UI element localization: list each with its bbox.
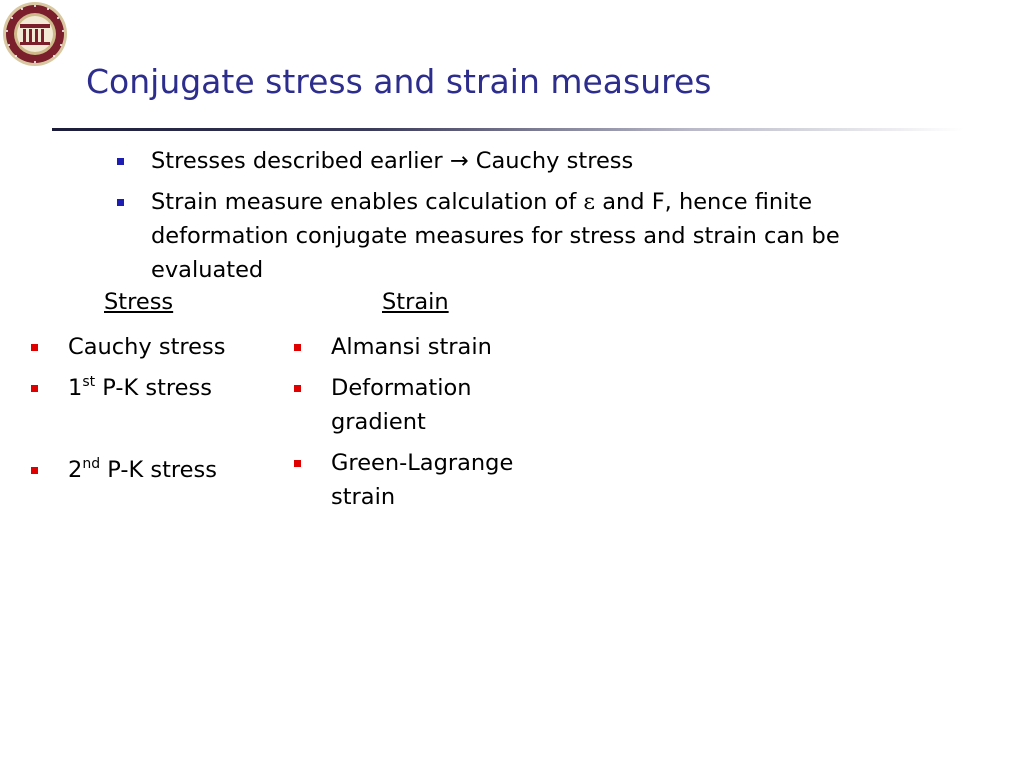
square-bullet-icon: [31, 385, 38, 392]
bullet-text: Strain measure enables calculation of: [151, 189, 584, 215]
list-item: [293, 371, 553, 446]
list-item: [30, 330, 270, 371]
title-divider: [52, 128, 964, 131]
intro-bullet-list: [110, 144, 930, 294]
stress-item-text: P-K stress: [95, 375, 212, 401]
right-arrow-icon: →: [449, 148, 469, 174]
ordinal-suffix: st: [82, 374, 96, 390]
list-item: [30, 371, 270, 453]
stress-item-text: P-K stress: [100, 457, 217, 483]
list-item: [30, 453, 270, 487]
intro-bullet: [110, 144, 930, 178]
strain-item-text: gradient: [331, 409, 426, 435]
intro-bullet: [110, 185, 930, 287]
bullet-text: and F, hence finite deformation conjugate measures for stress and strain can be evaluated: [151, 189, 840, 283]
ordinal-suffix: nd: [82, 456, 101, 472]
square-bullet-icon: [294, 460, 301, 467]
square-bullet-icon: [294, 385, 301, 392]
epsilon-symbol: ε: [583, 189, 596, 215]
stress-column-header: Stress: [104, 289, 174, 315]
square-bullet-icon: [294, 344, 301, 351]
square-bullet-icon: [31, 344, 38, 351]
stress-item-text: 2: [68, 457, 83, 483]
university-seal-logo: [0, 0, 72, 68]
strain-item-text: Deformation: [331, 375, 472, 401]
bullet-text: Stresses described earlier: [151, 148, 450, 174]
stress-item-text: Cauchy stress: [68, 334, 226, 360]
list-item: [293, 330, 553, 371]
list-item: [293, 446, 553, 514]
strain-item-text: strain: [331, 484, 396, 510]
strain-list: [293, 330, 553, 514]
slide-title: Conjugate stress and strain measures: [86, 62, 712, 101]
square-bullet-icon: [31, 467, 38, 474]
stress-list: [30, 330, 270, 487]
bullet-text: Cauchy stress: [468, 148, 634, 174]
strain-item-text: Green-Lagrange: [331, 450, 514, 476]
square-bullet-icon: [117, 199, 124, 206]
strain-column-header: Strain: [382, 289, 449, 315]
square-bullet-icon: [117, 158, 124, 165]
strain-item-text: Almansi strain: [331, 334, 492, 360]
stress-item-text: 1: [68, 375, 83, 401]
